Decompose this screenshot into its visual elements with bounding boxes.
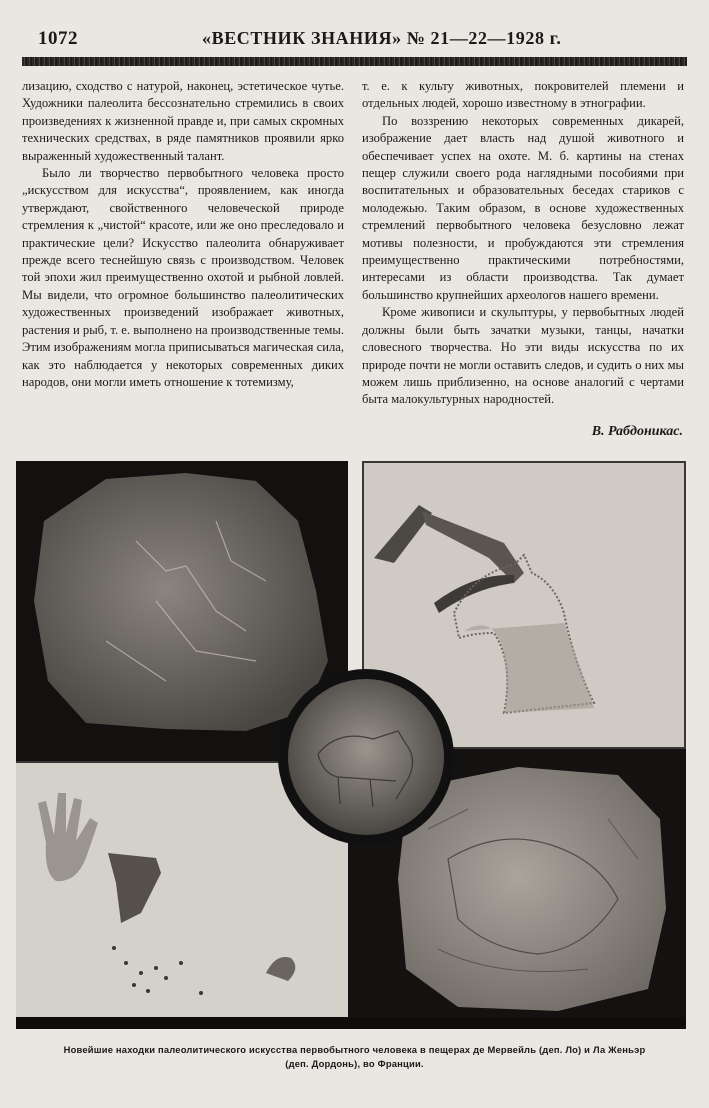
- caption-line: Новейшие находки палеолитического искусства первобытного человека в пещерах де Мервейль (деп. Ло) и Ла Женьэр: [63, 1044, 646, 1055]
- right-column: [362, 78, 684, 409]
- paragraph: лизацию, сходство с натурой, наконец, эстетическое чутье. Художники палеолита бессознательно стремились в своих произведениях к жизненной правде и, при самых скромных технических средствах, в ряде памятников проявили ярко выраженный художественный талант.: [22, 79, 344, 163]
- paragraph: По воззрению некоторых современных дикарей, изображение дает власть над душой животного и обеспечивает успех на охоте. М. б. картины на стенах пещер служили своего рода наглядными пособиями при воспитательных и образовательных беседах стариков с молодежью. Таким образом, в основе художественных стремлений первобытного человека безусловно лежат мотивы полезности, и пробуждаются эти стремления преимущественно практическими потребностями, интересами из области производства. Так думает большинство крупнейших археологов нашего времени.: [362, 113, 684, 302]
- plate-border: [16, 1017, 686, 1029]
- paragraph: Кроме живописи и скульптуры, у первобытных людей должны были быть зачатки музыки, танцы, начатки словесного творчества. Но эти виды искусства по их природе почти не могли оставить следов, и судить о них мы можем лишь приблизенно, на основе аналогий с чертами быта малокультурных народностей.: [362, 305, 684, 407]
- paragraph: Было ли творчество первобытного человека просто „искусством для искусства“, проявлением, как иногда утверждают, свойственного человеческой природе стремления к „чистой“ красоте, или же оно преследовало и практические цели? Искусство палеолита обнаруживает прежде всего теснейшую связь с производством. Человек той эпохи жил преимущественно охотой и рыбной ловлей. Мы видели, что огромное большинство палеолитических художественных произведений изображает животных, растения и рыб, т. е. выполнено на производственные темы. Этим изображениям могла приписываться магическая сила, как это наблюдается у некоторых современных диких народов, они могли иметь отношение к тотемизму,: [22, 166, 344, 389]
- author-signature: В. Рабдоникас.: [591, 424, 683, 439]
- engraved-disc-photo: [278, 669, 454, 845]
- journal-title: «ВЕСТНИК ЗНАНИЯ» № 21—22—1928 г.: [202, 28, 562, 48]
- page-number: 1072: [38, 28, 78, 49]
- plate-caption: [20, 1043, 689, 1071]
- caption-line: (деп. Дордонь), во Франции.: [285, 1058, 424, 1069]
- header-rule: [22, 57, 687, 66]
- page-header: [22, 26, 687, 56]
- paragraph: т. е. к культу животных, покровителей племени и отдельных людей, хорошо известному в этнографии.: [362, 79, 684, 111]
- left-column: [22, 78, 344, 391]
- photo-plate: [16, 461, 686, 1029]
